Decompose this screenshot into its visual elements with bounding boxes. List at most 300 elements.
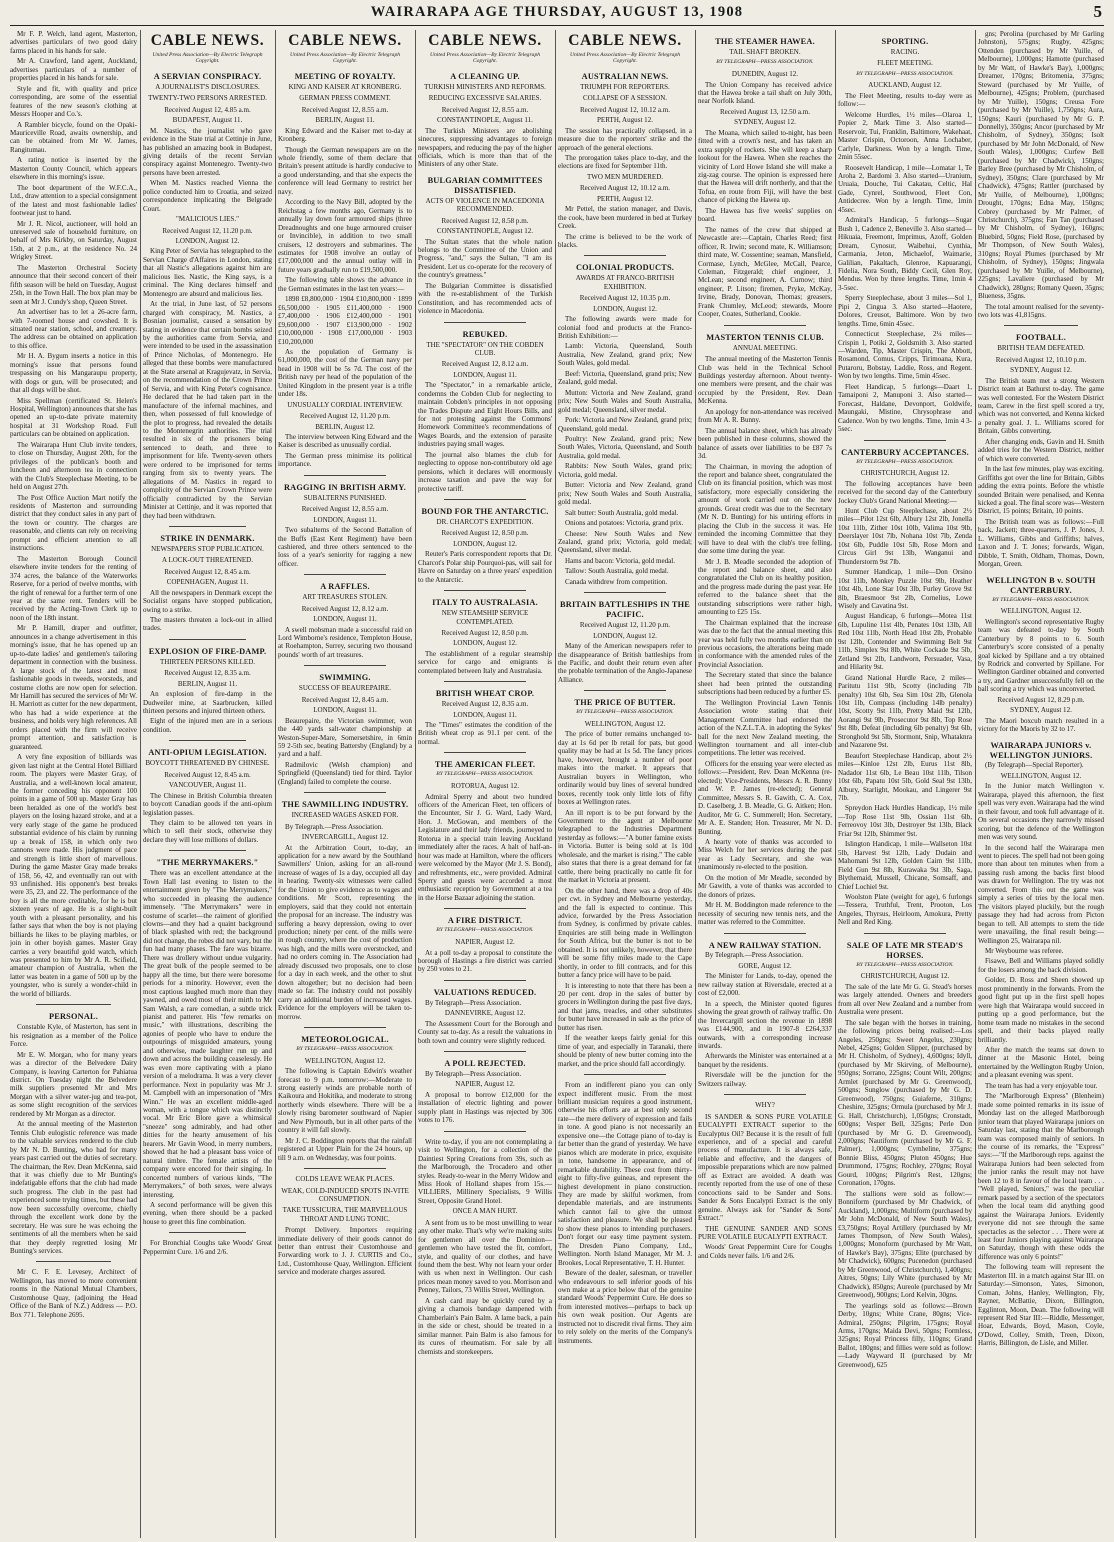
paragraph: The "Spectator," in a remarkable article, condemns the Cobden Club for neglecting to maintain Cobden's principles in not opposing the Trades Dispute and Eight Hours Bills, and for not protesting against the Commons' Homework Committee's recommendations of Wages Boards, and the extension of parasite industries paying small wages. [418,381,552,449]
paragraph: Radmilovic (Welsh champion) and Springfield (Queensland) tied for third. Taylor (England) failed to complete the course. [278,760,412,786]
subheadline: NEWSPAPERS STOP PUBLICATION. [151,544,264,553]
section-rule [36,1004,111,1005]
headline: SPORTING. [881,37,929,46]
paragraph: The Post Office Auction Mart notify the residents of Masterton and surrounding district that they conduct sales in any part of the town or country. The charges are reasonable, and clients can rely on receiving prompt and efficient attention to all instructions. [10,493,137,553]
dateline: WELLINGTON, August 12. [1000,607,1082,616]
headline: A CLEANING UP. [450,72,520,81]
dateline: NAPIER, August 12. [455,938,515,947]
paragraph: The Union Company has received advice that the Hawea broke a tail shaft on July 30th, near Norfolk Island. [698,80,832,106]
dateline: LONDON, August 11. [453,370,517,379]
section-rule [169,526,246,527]
dateline: CONSTANTINOPLE, August 11. [437,116,533,125]
paragraph: Mr H. A. Bygum inserts a notice in this morning's issue that persons found trespassing on his Mangaraupu property, with dogs or gun, will be prosecuted; and that all dogs will be shot. [10,352,137,395]
section-rule [444,908,526,909]
headline: ANTI-OPIUM LEGISLATION. [148,748,267,758]
paragraph: An ill report is to be put forward by the Government to the agent at Melbourne telegraphed to the Industries Department yesterday as follows:—"A butter famine exists in Victoria. Butter is being sold at 1s 10d wholesale, and the market is rising." The cable also states that there is a great demand for fat cattle, there being practically no cattle fit for the market in Victoria at present. [558,808,692,885]
subheadline: FLEET MEETING. [877,59,933,68]
paragraph: gns; Perolina (purchased by Mr Garling Johnston), 575gns; Rugby, 425gns; Ottenden (purchased by Mr Yuille, of Melbourne), 1,000gns; Hamotte (purchased by Mr Watt, of Hawke's Bay), 1,000gns; Dreamer, 170gns; Britomenia, 375gns; Steward (purchased by Mr Yuille, of Melbourne), 425gns; Problem, (purchased by Mr Yuille), 150gns; Creusa Fore (purchased by Mr Yuille), 1,750gns; Aura, 150gns; Kauri (purchased by Mr G. P. Donnelly), 350gns; Ancor (purchased by Mr Chisholm, of Sydney), 350gns; Isolt (purchased by Mr John McDonald, of New South Wales), 1,000gns; Curfew Bell (purchased by Mr Chadwick), 150gns; Barley Bree (purchased by Mr Chisholm, of Sydney), 350gns; Clare (purchased by Mr Chadwick), 475gns; Rattler (purchased by Mr Yuille, of Melbourne), 1,000gns; Drought, 170gns; Edna May, 150gns; Cobrey (purchased by Mr Palmer, of Christchurch), 375gns; Fan Tan (purchased by Mr Chisholm, of Sydney), 160gns; Bluebird, 50gns; Field Rose, (purchased by Mr Thompson, of New South Wales), 310gns; Royal Plumes (purchased by Mr Chisholm, of Sydney), 150gns; Jingwala (purchased by Mr Yuille, of Melbourne), 225gns; Lavaliere (purchased by Mr Chadwick), 280gns; Romany Queen, 35gns; Blueness, 35gns. [978,30,1104,301]
paragraph: The Sultan states that the whole nation belongs to the Committee of the Union and Progress, "and," says the Sultan, "I am its President. Let us co-operate for the recovery of the country's greatness." [418,237,552,280]
paragraph: The German press minimise its political importance. [278,451,412,469]
paragraph: Tallow: South Australia, gold medal. [565,567,669,576]
dateline: Received August 12, 8.55 a.m. [301,505,389,514]
column-divider [835,30,836,1538]
subheadline: ANNUAL MEETING. [732,343,798,352]
paragraph: The Masterton Orchestral Society announce that their second concert of their fifth season will be held on Tuesday, August 25th, in the Town Hall. The box plan may be seen at Mr J. Cundy's shop, Queen Street. [10,263,137,306]
dateline: WELLINGTON, August 12. [304,1056,386,1065]
headline: EXPLOSION OF FIRE-DAMP. [148,646,267,656]
dateline: Received August 12, 8.55 a.m. [301,105,389,114]
subheadline: A LOCK-OUT THREATENED. [162,556,253,565]
paragraph: M. Nastics, the journalist who gave evidence in the State trial at Cettinje in June, has published an amazing book in Budapest, giving details of the recent Servian conspiracy against Montenegro. Twenty-two persons have been arrested. [143,126,272,177]
paragraph: Islington Handicap, 1 mile—Wallseton 10st 5lb, Harvest 9st 12lb, Lady Dudain and Mahomani 9st 12lb, Golden Cairn 9st 11lb, Field Gun 9st 8lb, Kurawaka 9st 3lb, Saga, Blythemaid, Mussell, Chicane, Somsaff, and Chief Lochiel 9st. [838,840,972,891]
section-rule [304,792,386,793]
column-2 [143,30,272,1538]
dateline: LONDON, August 11. [313,706,377,715]
section-rule [36,1261,111,1262]
paragraph: The annual meeting of the Masterton Tennis Club was held in the Technical School Buildings yesterday afternoon. About twenty-one members were present, and the chair was occupied by the President, Rev. Dean McKenna. [698,355,832,406]
subheadline: COLLAPSE OF A SESSION. [582,94,668,103]
paragraph: Grand National Hurdle Race, 2 miles—Paritutu 11st 9lb, Scotty (including 7lb penalty) 10st 6lb, Sea Sim 10st 2lb, Glenola 10st 1lb, Compass (including 14lb penalty) 10st, Scotty 9st 11lb, Pretty Maid 9st 12lb, Aorangi 9st 9lb, Prosecutor 9st 8lb, Top Rose 9st 8lb, Defeat (including 6lb penalty) 9st 6lb, Stronghold 9st 5lb, Stormont, Snip, Whataknra and Nazarene 9st. [838,673,972,750]
paragraph: At a poll to-day a proposal to constitute the borough of Hastings a fire district was carried by 250 votes to 21. [418,948,552,974]
paragraph: Connecticut Steeplechase, 2¼ miles—Crispin 1, Potiki 2, Goldsmith 3. Also started—Warden, Tip, Master Crispin, The Abbott, Rosamond, Comus, Cripps, Tirimoana, Kura, Putaroru, Bobstay, Laddie, Ross, and Regent. Won by two lengths. Time, 5min 45sec. [838,330,972,381]
paragraph: On the motion of Mr Meadle, seconded by Mr Gawith, a vote of thanks was accorded to the donors of prizes. [698,873,832,899]
dateline: LONDON, August 12. [453,639,517,648]
column-divider [140,30,141,1538]
section-rule [169,639,246,640]
paragraph: After the match the teams sat down to dinner at the Masonic Hotel, being entertained by the Wellington Rugby Union, and a pleasant evening was spent. [978,1045,1104,1080]
section-rule [304,1027,386,1028]
subheadline: GERMAN PRESS COMMENT. [299,94,391,103]
section-rule [864,933,946,934]
subheadline: REDUCING EXCESSIVE SALARIES. [428,94,542,103]
paragraph: The journal also blames the club for neglecting to oppose non-contributory old age pensions, which it declares will enormously increase taxation and pave the way for protective tariff. [418,450,552,493]
paragraph: The names of the crew that shipped at Newcastle are:—Captain, Charles Reed; first officer, R. Irwin; second mate, K. Williamson; third mate, W. Cossentine; seaman, Mansfield, Cormase, Lynch, McGlee, McCall, Pearce, Coleman, Fitzgerald; chief engineer, J. McLean; second engineer, A. Curnow; third engineer, P. Litson; firemen, Pryke, McKay, Irvine, Brady, Donovan, Thomas; greasers, Frank Chumley, McLeod; stewards, Moore Cooper, Coates, Sutherland, Cookie. [698,225,832,319]
paragraph: The Masterton Borough Council elsewhere invite tenders for the renting of 374 acres, the balance of the Waterworks Reserve, for a period of twelve months, with the right of renewal for a further term of one year at the same rent. Tenders will be received by the Acting-Town Clerk up to noon of the 18th instant. [10,554,137,622]
paragraph: As the population of Germany is 61,000,000, the cost of the German navy per head in 1908 will be 5s 7d. The cost of the British navy per head of the population of the United Kingdom in the present year is a trifle under 18s. [278,347,412,399]
paragraph: The Wellington Provincial Lawn Tennis Association wrote stating that their Management Committee had endorsed the action of the N.Z.L.T.A. in adopting the Sykes' ball for the next New Zealand meeting, the Wellington tournament and all inter-club competitions. The letter was received. [698,698,832,758]
paragraph: Lamb: Victoria, Queensland, South Australia, New Zealand, grand prix; New South Wales, gold medal. [558,342,692,368]
paragraph: The Hawea has five weeks' supplies on board. [698,206,832,224]
dateline: LONDON, August 12. [453,539,517,548]
paragraph: (By Telegraph—Special Reporter). [985,761,1084,770]
paragraph: On the other hand, there was a drop of 40s per cwt. in Sydney and Melbourne yesterday, and the fall is expected to continue. This advice, forwarded by the Press Association from Sydney, is confirmed by private cables. Enquiries are still being made in Wellington for South Africa, but the butter is not to be obtained. It is not unlikely, however, that there will be some fifty miles made to the Cape shortly, in order to fill contracts, and for this butter a fancy price will have to be paid. [558,886,692,980]
paragraph: At the trial, in June last, of 52 persons charged with conspiracy, M. Nastics, a Bosnian journalist, caused a sensation by stating in evidence that certain bombs seized by the authorities came from Servia, and were intended to be used in the assassination of Prince Nicholas, of Montenegro. He alleged that these bombs were manufactured at the State arsenal at Kragujevatz, in Servia, on the recommendation of the Crown Prince of Servia, and with King Peter's cognisance. He declared that he had taken part in the manufacture of the infernal machines, and then, when possessed of full knowledge of the plot to progress, had revealed the details to the Montenegrin authorities. The trial resulted in six of the prisoners being sentenced to death, and three to imprisonment for life. Twenty-seven others were ordered to be imprisoned for terms ranging from six to twenty years. The allegations of M. Nastics in regard to complicity of the Servian Crown Prince were officially contradicted by the Servian Minister at Cettinje, and it was reported that they had been withdrawn. [143,300,272,520]
paragraph: A swell mobsman made a successful raid on Lord Wimborne's residence, Templeton House, at Roehampton, Surrey, securing two thousand pounds' worth of art treasures. [278,625,412,659]
dateline: PERTH, August 12. [597,116,653,125]
section-rule [169,850,246,851]
section-masthead: CABLE NEWS. [150,32,265,49]
headline: SWIMMING. [319,673,371,683]
wire-credit: United Press Association—By Electric Telegraph Copyright. [569,51,681,65]
paragraph: Reuter's Paris correspondent reports that Dr. Charcot's Polar ship Pourquoi-pas, will sail for Havre on Saturday on a three years' expedition to the Antarctic. [418,550,552,584]
paragraph: At the Arbitration Court, to-day, an application for a new award by the Southland Sawmillers' Union, asking for an all-round increase of wages of 1s a day, occupied all day in hearing. Twenty-six witnesses were called for the Union to give evidence as to wages and conditions. Mr Scott, representing the employers, said that they could not entertain the proposal for an increase. The industry was suffering a heavy depression, owing to over production; ninety per cent. of the mills were in rough country, where the cost of production was high, and the mills were overstocked, and had no orders coming in. The Association had already discussed two proposals, one to close for a day in each week, and the other to shut down altogether; but no decision had been made so far. The industry could not possibly carry an additional burden of increased wages. Evidence for the employers will be taken to-morrow. [278,843,412,1021]
headline: A POLL REJECTED. [444,1059,526,1069]
headline: FOOTBALL. [1016,333,1066,343]
paragraph: Mr P. Hamill, draper and outfitter, announces in a change advertisement in this morning's issue, that he has opened up an up-to-date ladies' and gentlemen's tailoring department in connection with the business. A large stock of the latest and most fashionable goods in tweeds, worsteds, and costume cloths are now open for selection. Mr Hamill has secured the services of Mr W. H. Marriott as cutter for the new department, who has had a wide experience at the business, and holds very high references. All orders placed with the firm will receive prompt attention, and satisfaction is guaranteed. [10,624,137,751]
paragraph: When M. Nastics reached Vienna the police conducted him to Croatia, and seized correspondence implicating the Belgrade Court. [143,179,272,213]
paragraph: An explosion of fire-damp in the Dudweiler mine, at Saarbrucken, killed thirteen persons and injured thirteen others. [143,690,272,716]
dateline: Received August 12, 10.10 p.m. [995,355,1087,364]
subheadline: RACING. [890,47,920,56]
paragraph: Mr C. F. E. Levesey, Architect of Wellington, has moved to more convenient rooms in the National Mutual Chambers, Customhouse Quay, (adjoining the Head Office of the Bank of N.Z.) Address — P.O. Box 771. Telephone 2695. [10,1268,137,1319]
headline: PERSONAL. [48,1012,99,1022]
subheadline: "MALICIOUS LIES." [176,215,239,224]
dateline: CONSTANTINOPLE, August 12. [436,227,534,236]
wire-credit: BY TELEGRAPH—PRESS ASSOCIATION. [856,70,954,77]
paragraph: All the newspapers in Denmark except the Socialist organs have stopped publication, owing to a strike. [143,588,272,614]
section-rule [724,933,806,934]
wire-credit: BY TELEGRAPH—PRESS ASSOCIATION. [716,59,814,66]
subheadline: THE "SPECTATOR" ON THE COBDEN CLUB. [426,340,544,357]
paragraph: Eight of the injured men are in a serious condition. [143,717,272,734]
section-rule [304,574,386,575]
paragraph: Canada withdrew from competition. [565,577,668,586]
paragraph: The following is Captain Edwin's weather forecast to 9 p.m. tomorrow:—Moderate to strong easterly winds are probable north of Kaikoura and Hokitika, and moderate to strong northerly winds elsewhere. There will be a slowly rising barometer southward of Napier and New Plymouth, but in all other parts of the country it will fall slowly. [278,1067,412,1135]
wire-credit: BY TELEGRAPH—PRESS ASSOCIATION. [436,771,534,778]
paragraph: A rating notice is inserted by the Masterton County Council, which appears elsewhere in this morning's issue. [10,156,137,182]
column-divider [695,30,696,1538]
paragraph: By Telegraph—Press Association. [425,998,522,1007]
masthead [10,4,1104,26]
subheadline: TURKISH MINISTERS AND REFORMS. [424,82,546,91]
wire-credit: United Press Association—By Electric Telegraph Copyright. [429,51,541,65]
dateline: LONDON, August 12. [593,304,657,313]
subheadline: BOYCOTT THREATENED BY CHINESE. [145,759,270,768]
paragraph: The "Marlborough Express" (Blenheim) made some pointed remarks in its issue of Monday last on the alleged Marlborough junior team that played Wairarapa juniors on Saturday last, stating that the Marlborough team was composed mainly of seniors. In the course of its remarks, the "Express" says:—"If the Marlborough reps. against the Wairarapa Juniors had been selected from the junior ranks the result may not have been 12 to 8 in favour of the local team . . . "Well played, Seniors," was the peculiar remark passed by a section of the spectators when the local team did anything good against the Wairarapa Juniors. Evidently everyone did not see through the same spectacles as the selector . . . There were at least four Juniors playing against Wairarapa on Saturday, though with these odds the difference was only 6 points!" [978,1092,1104,1261]
paragraph: The crime is believed to be the work of blacks. [558,232,692,250]
paragraph: August Handicap, 6 furlongs—Motea 11st 6lb, Lupuline 11st 4lb, Penates 10st 13lb, All Red 10st 11lb, North Head 10st 2lb, Probable 9st 12lb, Contender and Swimming Belt 9st 11lb, Simplex 9st 8lb, White Cockade 9st 5lb, Zetland 9st 2lb, Landworn, Persuader, Vasa, and Hilarity 9st. [838,612,972,672]
paragraph: By Telegraph.—Press Association. [705,951,804,960]
headline: STRIKE IN DENMARK. [160,533,255,543]
subheadline: TWO MEN MURDERED. [586,172,664,181]
subheadline: TRIUMPH FOR REPORTERS. [580,82,670,91]
headline: A SERVIAN CONSPIRACY. [153,72,262,81]
paragraph: Afterwards the Minister was entertained at a banquet by the residents. [698,1052,832,1069]
headline: MEETING OF ROYALTY. [294,72,396,81]
dateline: DUNEDIN, August 12. [731,70,799,79]
column-1 [10,30,137,1538]
section-rule [444,1051,526,1052]
paragraph: Mr F. P. Welch, land agent, Masterton, advertises particulars of two good dairy farms placed in his hands for sale. [10,30,137,55]
paragraph: Onions and potatoes: Victoria, grand prix. [565,519,684,528]
headline: THE SAWMILLING INDUSTRY. [281,800,409,810]
subheadline: WHY? [755,1101,775,1110]
section-rule [584,1074,666,1075]
paragraph: Spreydon Hack Hurdles Handicap, 1½ mile—Top Rose 11st 9lb, Ossian 11st 6lb, Ferreovoy 10st 3lb, Destroyer 9st 13lb, Black Friar 9st 12lb, Shimmer 9st. [838,804,972,838]
paragraph: Mr J. B. Meadle seconded the adoption of the report and balance sheet, and also congratulated the Club on its healthy position, and the progress made during the past year. He referred to the balance sheet that the outstanding subscriptions were rather high, amounting to £25 15s. [698,557,832,617]
paragraph: Butter: Victoria and New Zealand, grand prix; New South Wales and South Australia, gold medal. [558,481,692,507]
paragraph: Though the German newspapers are on the whole friendly, some of them declare that Britain's present attitude is hardly conducive to a good understanding, and that she expects the conference will lead Germany to restrict her navy. [278,145,412,196]
paragraph: The following team will represent the Masterton III. in a match against Star III. on Saturday:—Simonson, Yates, Simonon, Coman, Johns, Hanley, Wellington, Fly, Rayner, McBattie, Dixon, Billington, Egglinton, Moon, Dean. The following will represent Red Star III:—Riddle, Messenger, Hoar, Edwards, Boyd, Mason, Coyle, O'Dowd, Colley, Smith, Treen, Dixon, Harris, Billington, de Lisle, and Miller. [978,1263,1104,1348]
headline: VALUATIONS REDUCED. [433,987,537,997]
paragraph: Fisawe, Bell and Williams played solidly for the losers among the back division. [978,957,1104,974]
wire-credit: BY TELEGRAPH—PRESS ASSOCIATION. [856,961,954,968]
paragraph: The establishment of a regular steamship service for cargo and emigrants is contemplated between Italy and Australasia. [418,649,552,675]
dateline: NAPIER, August 12. [455,1080,515,1089]
section-rule [584,592,666,593]
paragraph: Beaufort Steeplechase Handicap, about 2½ miles—Kinloe 12st 2lb, Eurus 11st 8lb, Nadador 11st 6lb, Le Beau 10st 11lb, Tilson 10st 6lb, Papatu 10st 5lb, Gold Seal 9st 13lb, Albury, Starlight, Mookau, and Lingerer 9st 7lb. [838,751,972,802]
column-divider [975,30,976,1538]
masthead-rule [10,25,1104,26]
section-rule [304,475,386,476]
dateline: Received August 12, 11.20 p.m. [162,226,253,235]
paragraph: According to the Navy Bill, adopted by the Reichstag a few months ago, Germany is to annually lay down four armoured ships (three Dreadnoughts and one huge armoured cruiser or Invincible), in addition to two small cruisers, 12 destroyers and submarines. The estimates for 1908 involve an outlay of £17,000,000 and the annual outlay will in future years gradually run to £19,500,000. [278,198,412,274]
dateline: Received August 12, 10.35 p.m. [579,294,671,303]
headline: METEOROLOGICAL. [301,1035,389,1045]
paragraph: Cheese: New South Wales and New Zealand, grand prix; Victoria, gold medal; Queensland, silver medal. [558,529,692,555]
subheadline: THIRTEEN PERSONS KILLED. [159,657,256,666]
column-5 [558,30,692,1538]
paragraph: Style and fit, with quality and price corresponding, are some of the essential features of the new season's clothing at Messrs Hooper and Co.'s. [10,84,137,119]
paragraph: THE GENUINE SANDER AND SONS PURE VOLATILE EUCALYPTI EXTRACT. [698,1224,832,1242]
dateline: ROTORUA, August 12. [451,782,519,791]
dateline: LONDON, August 11. [313,515,377,524]
headline: BRITAIN BATTLESHIPS IN THE PACIFIC. [560,600,690,620]
paragraph: Golder, D. Ross and Sheen showed up most prominently in the forwards. From the good fight put up in the first spell hopes were high that Wairarapa would succeed in putting up a good performance, but the home team made no mistakes in the second spell, and their backs played really brilliantly. [978,976,1104,1044]
headline: BOUND FOR THE ANTARCTIC. [421,507,549,517]
headline: BRITISH WHEAT CROP. [435,689,535,699]
dateline: Received August 12, 8.35 a.m. [164,669,251,678]
paragraph: In the second half the Wairarapa men went to pieces. The spell had not been going more than about ten minutes when from a passing rush among the backs first blood was drawn for Wellington. The try was not converted. From this out the game was simply a series of tries by the local men. The visitors played pluckily, but the rough passage they had had across from Picton began to tell. All attempts to stem the tide were unavailing, the final result being:—Wellington 25, Wairarapa nil. [978,843,1104,945]
paragraph: Mr J. R. Nicol, auctioneer, will hold an unreserved sale of household furniture, on behalf of Mrs Kirkby, on Saturday, August 15th, at 2 p.m., at the residence No. 24 Wrigley Street. [10,219,137,262]
paragraph: The session has practically collapsed, in a measure due to the reporters' strike and the approach of the general elections. [558,126,692,152]
dateline: Received August 12, 8.50 p.m. [441,628,529,637]
paragraph: Mr Pettel, the station manager, and Davis, the cook, have been murdered in bed at Turkey Creek. [558,205,692,231]
dateline: Received August 12, 4.85 a.m. [164,105,251,114]
dateline: COPENHAGEN, August 11. [166,578,249,587]
paragraph: The total amount realised for the seventy-two lots was 41,815gns. [978,302,1104,319]
subheadline: TWENTY-TWO PERSONS ARRESTED. [148,94,267,103]
dateline: SYDNEY, August 12. [1010,706,1072,715]
subheadline: UNUSUALLY CORDIAL INTERVIEW. [287,400,403,409]
dateline: VANCOUVER, August 11. [168,781,247,790]
paragraph: Pork: Victoria and New Zealand, grand prix; Queensland, gold medal. [558,416,692,433]
paragraph: The sale of the late Mr G. G. Stead's horses was largely attended. Owners and breeders from all over New Zealand and a number from Australia were present. [838,982,972,1017]
paragraph: IS SANDER & SONS PURE VOLATILE EUCALYPTI EXTRACT superior to the Eucalyptus Oil? Because it is the result of full experience, and of a special and careful process of manufacture. It is always safe, reliable and effective, and the dangers of impossible preparations which are now palmed off as Extract are avoided. A death was recently reported from the use of one of these concoctions said to be Sander and Sons. Sander & Sons Eucalypti Extract is the only genuine. Always ask for "Sander & Sons' Extract." [698,1112,832,1223]
paragraph: 1898 £8,800,000 · 1904 £10,800,000 · 1899 £6,500,000 · 1905 £11,400,000 · 1900 £7,400,000 · 1906 £12,400,000 · 1901 £9,600,000 · 1907 £13,900,000 · 1902 £10,000,000 · 1908 £17,000,000 · 1903 £10,200,000 [278,295,412,346]
dateline: INVERCARGILL, August 12. [301,833,389,842]
paragraph: Mr A. Crawford, land agent, Auckland, advertises particulars of a number of properties placed in his hands for sale. [10,57,137,83]
subheadline: DR. CHARCOT'S EXPEDITION. [436,518,534,527]
subheadline: SUCCESS OF BEAUREPAIRE. [298,684,392,693]
paragraph: A second performance will be given this evening, when there should be a packed house to greet this fine combination. [143,1200,272,1226]
section-rule [444,590,526,591]
dateline: BUDAPEST, August 11. [172,116,243,125]
headline: THE PRICE OF BUTTER. [574,698,676,708]
paragraph: The sale began with the horses in training, the following prices being realised:—Los Angeles, 250gns; Sweet Angelus, 230gns; Nebel, 425gns; Golden Slipper, (purchased by Mr H. Chisholm, of Sydney), 4,600gns; Idyll, (purchased by Mr Skirving, of Melbourne), 950gns; Sorrano, 225gns; Count Wilt, 200gns; Armlet (purchased by Mr G. Greenwood), 500gns; Sunglow (purchased by Mr G. D. Greenwood), 750gns; Guiaferne, 310gns; Cheshire, 325gns; Ormula (purchased by Mr J. G. Hall, Christchurch), 1,050gns; Cronstadt, 600gns; Vesper Bell, 325gns; Perle Don (purchased by Mr G. D. Greenwood), 2,000gns; Nautiform (purchased by Mr G. F. Palmer), 1,000gns; Cymbeline, 375gns; Bonnie Bliss, 450gns; Pluton 450gns; Hue Drummond, 175gns; Rochley, 270gns; Royal Gourd, 100gns; Pilgrim's Rest, 120gns; Coronation, 170gns. [838,1018,972,1188]
dateline: Received August 12, 11.20 p.m. [299,412,391,421]
paragraph: The following acceptances have been received for the second day of the Canterbury Jockey Club's Grand National Meeting:— [838,479,972,505]
paragraph: A proposal to borrow £12,000 for the installation of electric lighting and power supply plant in Hastings was rejected by 306 votes to 176. [418,1090,552,1125]
headline: THE AMERICAN FLEET. [434,760,536,770]
section-rule [304,1168,386,1169]
dateline: WELLINGTON, August 12. [584,719,666,728]
section-rule [724,1094,806,1095]
paragraph: Miss Spellman (certificated St. Helen's Hospital, Wellington) announces that she has opened an up-to-date private maternity hospital at 31 Workshop Road. Full particulars can be obtained on application. [10,396,137,439]
headline: CANTERBURY ACCEPTANCES. [841,447,969,457]
section-rule [444,322,526,323]
section-rule [444,1131,526,1132]
section-rule [169,740,246,741]
paragraph: The Minister for Lands, to-day, opened the new railway station at Riversdale, erected at a cost of £2,000. [698,972,832,998]
paragraph: The British team met a strong Western District team at Bathurst to-day. The game was well contested. For the Western District team, Carew in the first spell scored a try, which was not converted, and Kenna kicked a penalty goal. J. L. Williams scored for Britain, Gibbs converting. [978,376,1104,436]
headline: MASTERTON TENNIS CLUB. [706,332,824,342]
paragraph: After changing ends, Gavin and H. Smith added tries for the Western District, neither of which were converted. [978,437,1104,463]
dateline: Received August 12, 8.45 a.m. [164,567,251,576]
paragraph: The Moana, which sailed to-night, has been fitted with a crown's nest, and has taken an extra supply of rockets. She will keep a sharp lookout for the Hawea. When she reaches the vicinity of Lord Howe Island she will make a zig-zag course. The opinion is expressed here that the Hawea will drift northerly, and that the Tofua, en route from Fiji, will have the best chance of picking the Hawea up. [698,128,832,205]
dateline: Received August 12, 8.12 a.m. [441,360,529,369]
wire-credit: BY TELEGRAPH—PRESS ASSOCIATION. [576,709,674,716]
paragraph: King Peter of Servia has telegraphed to the Servian Charge d'Affaires in London, stating that all Nastic's allegations against him are malicious lies. Nastic, the King says, is a criminal. The King declares himself and Montenegro are absurd and malicious lies. [143,247,272,298]
paragraph: The prorogation takes place to-day, and the elections are fixed for September 11th. [558,154,692,171]
section-rule [444,499,526,500]
paragraph: The stallions were sold as follow:—Bonniform (purchased by Mr Chadwick, of Auckland), 1,000gns; Multiform (purchased by Mr John McDonald, of New South Wales), £3,750gns; Royal Artillery (purchased by Mr James Thompson, of New South Wales), 1,000gns; Monoform (purchased by Mr Watt, of Hawke's Bay), 375gns; Elite (purchased by Mr Chadwick), 600gns; Pucenedon (purchased by Mr Greenwood, of Christchurch), 1,400gns; Aitres, 50gns; Lily White (purchased by Mr Chadwick), 850gns; Aureole (purchased by Mr Greenwood), 900gns; Lord Kelvin, 30gns. [838,1189,972,1300]
section-rule [724,325,806,326]
dateline: Received August 12, 10.12 a.m. [579,105,671,114]
dateline: AUCKLAND, August 12. [868,81,942,90]
paragraph: The Wairarapa Hunt Club invite tenders, to close on Thursday, August 20th, for the privileges of the publican's booth and luncheon and afternoon tea in connection with the Club's Steeplechase Meeting, to be held on August 27th. [10,440,137,492]
paragraph: Prompt Delivery. Importers requiring immediate delivery of their goods cannot do better than entrust their Customhouse and Forwarding work to J. J. CURTIS and Co., Ltd., Customhouse Quay, Wellington. Efficient service and moderate charges assured. [278,1226,412,1277]
paragraph: In a speech, the Minister quoted figures showing the great growth of railway traffic. On the Invercargill section the revenue in 1898 was £144,900, and in 1907-8 £264,337 outwards, with a corresponding increase inwards. [698,999,832,1051]
paragraph: The Chinese in British Columbia threaten to boycott Canadian goods if the anti-opium legislation passes. [143,791,272,817]
paragraph: The Bulgarian Committee is dissatisfied with the re-establishment of the Turkish Constitution, and has recommended acts of violence in Macedonia. [418,281,552,316]
section-masthead: CABLE NEWS. [288,32,402,49]
paragraph: In the Junior match Wellington v. Wairarapa, played this afternoon, the first spell was very even. Wairarapa had the wind in their favour, and took full advantage of it. On several occasions they narrowly missed scoring, but the defence of the Wellington men was very sound. [978,782,1104,842]
paragraph: Two subalterns of the Second Battalion of the Buffs (East Kent Regiment) have been cashiered, and three others sentenced to the loss of a year's seniority for ragging a new officer. [278,526,412,568]
headline: SALE OF LATE MR STEAD'S HORSES. [846,940,964,960]
dateline: BERLIN, August 11. [177,679,238,688]
column-divider [555,30,556,1538]
paragraph: Officers for the ensuing year were elected as follows:—President, Rev. Dean McKenna (re-elected); Vice-Presidents, Messrs A. R. Bunny and W. P. James (re-elected); General Committee, Messrs S. R. Gawith, C. A. Cox, D. Caselberg, J. B. Meadle, G. G. Aitken; Hon. Auditor, Mr G. C. Summerell; Hon. Secretary, Mr A. E. Standen; Hon. Treasurer, Mr N. D. Bunting. [698,759,832,836]
paragraph: Fleet Handicap, 5 furlongs—Daart 1, Tamaiponi 2, Manuponi 3. Also started—Forecast, Haldane, Devonport, Goldwife, Maungaki, Mistine, Chrysophrase and Cadence. Won by two lengths. Time, 1min 4 3-5sec. [838,382,972,434]
headline: "THE MERRYMAKERS." [156,858,259,868]
section-rule [304,665,386,666]
paragraph: The British team was as follows:—Full back, Jackett; three-quarters, J. P. Jones, J. L. Williams, Gibbs and Griffiths; halves, Laxon and J. T. Jones; forwards, Wigan, Dibble, T. Smith, Oldham, Thomas, Down, Morgan, Green. [978,517,1104,569]
paragraph: There was an excellent attendance at the Town Hall last evening to listen to the entertainment given by "The Merrymakers," who succeeded in pleasing the audience immensely. "The Merrymakers" were in costume of scarlet—the raiment of glorified clowns—and they had a quaint background of black splashed with red; the background did not change, the robes did not vary, but the fun had many phases. The fare was bizarre. There was drollery without undue vulgarity. The great bulk of the people seemed to be happy all the time, but there were boresome periods for a minority. However, even the most captious laughed much more than they yawned, and owed most of their mirth to Mr Sam Walsh, a rare comedian, a subtle trick pianist and patterer. His "few remarks on music," with illustrations, describing the agonies of people who have to endure the outpourings of misguided amateurs, young and otherwise, made laughter run up and down and across the building ceaselessly. He was even more captivating with a piano version of a melodrama. It was a very clever performance. Next in popularity was Mr J. M. Campbell with an impersonation of "Mrs Winn." He was an excellent middle-aged woman, with a tongue which was distinctly vocal. Mr Eric Blore gave a whimsical "sneeze" song admirably, and had other ditties for the hearty amusement of his hearers. Mr Gavin Wood, in merry numbers, showed that he had a pleasant bass voice of natural timbre. The female artists of the company were encored for their singing. In concerted numbers of various kinds, "The Merrymakers," of both sexes, were always interesting. [143,869,272,1199]
dateline: LONDON, August 11. [313,615,377,624]
paragraph: Riversdale will be the junction for the Switzers railway. [698,1071,832,1088]
dateline: SYDNEY, August 12. [734,118,796,127]
paragraph: A sent from us to be most unwilling to wear any other make. That's why we're making suits for gentlemen all over the Dominion—gentlemen who have tested the fit, comfort, style, and quality of our clothes, and have found them the best. Why not learn your order with us when next in Wellington. Our cash prices mean money saved to you. Morrison and Penney, Tailors, 73 Willis Street, Wellington. [418,1218,552,1295]
dateline: Received August 12, 8.50 p.m. [441,529,529,538]
section-rule [444,980,526,981]
paragraph: Rabbits: New South Wales, grand prix; Victoria, gold medal. [558,462,692,479]
paragraph: Admiral's Handicap, 5 furlongs—Sugar Bush 1, Cadence 2, Beneville 3. Also started—Hikuaia, Freemont, Imprimus, Azoff, Golden Dream, Cynosur, Waibehui, Cynthia, Carmania, Jeton, Michaelof, Waimarie, Galilian, Pakaltach, Glenroe, Kapuarangi, Fidelia, Nora South, Biddy Cecil, Glen Roy, Mendus. Won by three lengths. Time, 1min 4 3-5sec. [838,216,972,292]
subheadline: SUBALTERNS PUNISHED. [303,493,387,502]
headline: AUSTRALIAN NEWS. [581,72,669,81]
paragraph: Beaurepaire, the Victorian swimmer, won the 440 yards salt-water championship at Weston-Super-Mare, Somersetshire, in 6min 59 2-5th sec, beating Battersby (England) by a yard and a half. [278,716,412,759]
wire-credit: United Press Association—By Electric Telegraph Copyright. [152,51,263,65]
dateline: Received August 12, 8.45 a.m. [164,770,251,779]
paragraph: Mr H. M. Boddington made reference to the necessity of securing new tennis nets, and the matter was referred to the Committee. [698,901,832,927]
wire-credit: BY TELEGRAPH—PRESS ASSOCIATION. [992,596,1090,603]
headline: RAGGING IN BRITISH ARMY. [283,482,407,492]
paragraph: They claim to be allowed ten years in which to sell their stock, otherwise they declare they will lose millions of dollars. [143,819,272,844]
column-3 [278,30,412,1538]
paragraph: The annual balance sheet, which has already been published in these columns, showed the balance of assets over liabilities to be £87 7s 3d. [698,426,832,461]
paragraph: The team has had a very enjoyable tour. [985,1081,1098,1090]
paragraph: Mr E. W. Morgan, who for many years was a director of the Belvedere Dairy Company, is leaving Carterton for Pahiatua district. On Tuesday night the Belvedere milk suppliers presented Mr and Mrs Morgan with a silver water-jug and tea-pot, as some slight recognition of the services rendered by Mr Morgan as a director. [10,1050,137,1118]
paragraph: A hearty vote of thanks was accorded to Miss Welch for her services during the past year as Lady Secretary, and she was unanimously re-elected to the position. [698,838,832,872]
paragraph: At the annual meeting of the Masterton Tennis Club eulogistic reference was made to the valuable services rendered to the club by Mr N. D. Bunting, who had for many years past carried out the duties of secretary. The chairman, the Rev. Dean McKenna, said that it was chiefly due to Mr Bunting's indefatigable efforts that the club had made such progress. The club in the past had experienced some trying times, but these had now been successfully overcome, chiefly through the excellent work done by the secretary. He was sure he was echoing the sentiments of all the members when he said that they deeply regretted losing Mr Bunting's services. [10,1120,137,1256]
paragraph: The yearlings sold as follows:—Brown Derby, 10gns; White Crane, 80gns; Vice-Admiral, 250gns; Pilgrim, 175gns; Royal Arms, 170gns; Maida Devi, 50gns; Formless, 325gns; Royal Princess filly, 110gns; Grand Ballot, 180gns; and fillies were sold as follow:—Lady Wayward II (purchased by Mr Greenwood), 625 [838,1301,972,1369]
dateline: Received August 12, 8.45 a.m. [301,695,389,704]
headline: REBUKED. [462,329,508,339]
column-divider [415,30,416,1538]
dateline: LONDON, August 11. [453,710,517,719]
section-rule [584,255,666,256]
subheadline: TAKE TUSSICURA, THE MARVELLOUS THROAT AND LUNG TONIC. [282,1206,408,1223]
paragraph: A very fine exposition of billiards was given last night at the Central Hotel Billiard room. The players were Master Gray, of Australia, and a well-known local amateur, the former conceding his opponent 100 points in a game of 500 up. Master Gray has been heralded as one of the world's best players on the losing hazard stroke, and at a very early stage of the game he produced substantial evidence of his claim by running up a break of 158, in which only two cannons were made. His judgment of pace and strength is little short of marvellous. During the game Master Gray made breaks of 158, 56, 42, and eventually ran out with 93 unfinished. His opponent's best breaks were 35, 23, and 22. The performance of the boy is all the more creditable, for he is but sixteen years of age. He is a slight-built youth with a pleasant personality, and his father says that when the boy is not playing billiards he likes to be playing marbles, or join in other boyish games. Master Gray carries a very beautiful gold watch, which was presented to him by Mr A. R. Scifield, amateur champion of Australia, when the latter was beaten in a game of 500 up by the youngster, who is surely a wonder-child in the world of billiards. [10,753,137,998]
paragraph: Woolston Plate (weight for age), 6 furlongs—Tessera, Truthful, Trent, Prooton, Los Angeles, Thyrsus, Heirloom, Amokura, Pretty Nell and Red King. [838,892,972,927]
section-rule [169,1232,246,1233]
paragraph: The Turkish Ministers are abolishing sinecures, suppressing advantages to foreign newspapers, and reducing the pay of the higher officials, which is more than that of the Ministers of any other State. [418,126,552,169]
headline: WAIRARAPA JUNIORS v. WELLINGTON JUNIORS. [989,740,1093,760]
paragraph: The Chairman explained that the increase was due to the fact that the annual meeting this year was held fully two months earlier than on previous occasions, the alterations being made in conformance with the amended rules of the Provincial Association. [698,618,832,669]
paragraph: From an indifferent piano you can only expect indifferent music. From the most brilliant musician requires a good instrument, otherwise his efforts are at best only second rate—the mere delivery of expression and fails in tone. A good piano is not necessarily an expensive one—the Cottage piano of to-day is far better than the grand of yesterday. We have pianos which are moderate in price, exquisite in tone, handsome in appearance, and of remarkable durability. These cost from thirty-eight to fifty-five guineas, and represent the highest development in piano construction. They are made by skilful workmen, from dependable materials, and are instruments which cannot fail to give the utmost satisfaction and pleasure. We shall be pleased to show these pianos to intending purchasers. Don't forget our easy time payment system. The Dresden Piano Company, Ltd., Wellington. North Island Manager, Mr M. J. Brookes, Local Representative, T. H. Hunter. [558,1081,692,1267]
paragraph: Many of the American newspapers refer to the disappearance of British battleships from the Pacific, and doubt their return even after the probable termination of the Anglo-Japanese Alliance. [558,642,692,684]
headline: BULGARIAN COMMITTEES DISSATISFIED. [427,175,543,195]
subheadline: KING AND KAISER AT KRONBERG. [288,82,402,91]
paragraph: Write to-day, if you are not contemplating a visit to Wellington, for a collection of the Daintiest Spring Creations from 39s, such as the Marlborough, the Trocadero and other styles. Ready-to-wear in the Merry Widow and Miss Hook of Holland shapes from 15s.—VILLIERS, Millinery Specialists, 9 Willis Street, Opposite Grand Hotel. [418,1137,552,1205]
paragraph: The price of butter remains unchanged to-day at 1s 6d per lb retail for pats, but good quality may be had at 1s 5d. The fancy prices have, however, brought a number of poor makes into the market. It appears that Australian buyers in Wellington, who ordinarily would buy lines of several hundred boxes, recently took only little lots of fifty boxes at Wellington rates. [558,730,692,807]
headline: WELLINGTON B v. SOUTH CANTERBURY. [986,575,1096,595]
paragraph: In the last few minutes, play was exciting. Griffiths got over the line for Britain, Gibbs adding the extra points. Before the whistle sounded Britain were penalised, and Kenna kicked a goal. The final score was—Western District, 15 points; Britain, 10 points. [978,465,1104,516]
column-7 [838,30,972,1538]
dateline: DANNEVIRKE, August 12. [444,1009,526,1018]
dateline: Received August 12, 11.20 p.m. [579,621,671,630]
dateline: Received August 13, 12.50 a.m. [719,107,811,116]
paragraph: Woods' Great Peppermint Cure for Coughs and Colds never fails. 1/6 and 2/6. [698,1243,832,1260]
paragraph: The Secretary stated that since the balance sheet had been printed the outstanding subscriptions had been reduced by a further £5. [698,671,832,697]
dateline: GORE, August 12. [738,961,792,970]
section-rule [444,752,526,753]
paragraph: The "Times" estimates the condition of the British wheat crop as 91.1 per cent. of the normal. [418,721,552,746]
column-divider [275,30,276,1538]
column-6 [698,30,832,1538]
subheadline: BRITISH TEAM DEFEATED. [997,344,1085,353]
dateline: LONDON, August 12. [593,631,657,640]
paragraph: Wellington's second representative Rugby team was defeated to-day by South Canterbury by 8 points to 6. South Canterbury's score consisted of a penalty goal kicked by Spillane and a try obtained by Rodrick and converted by Spillane. For Wellington Gardiner obtained and converted a try, and Gardner unsuccessfully fell on the ball scoring a try which was unconverted. [978,617,1104,694]
paragraph: Hams and bacon: Victoria, gold medal. [565,556,676,565]
paragraph: Hunt Club Cup Steeplechase, about 2½ miles—Pilot 12st 6lb, Albury 12st 2lb, Jonella 10st 11lb, Zither 10st 10lb, Valima 10st 9lb, Deerslayer 10st 7lb, Nohana 10st 7lb, Zenda 10st 6lb, Puddle 10st 5lb, Rose Morn and Circus Girl 9st 13lb, Wanganui and Thunderstorm 9st 7lb. [838,507,972,566]
paragraph: Constable Kyle, of Masterton, has sent in his resignation as a member of the Police Force. [10,1023,137,1049]
subheadline: ACTS OF VIOLENCE IN MACEDONIA RECOMMENDED. [425,196,545,214]
paragraph: Beef: Victoria, Queensland, grand prix; New Zealand, gold medal. [558,369,692,387]
page-title: WAIRARAPA AGE THURSDAY, AUGUST 13, 1908 [370,4,744,20]
wire-credit: BY TELEGRAPH—PRESS ASSOCIATION. [856,458,954,465]
section-rule [584,690,666,691]
paragraph: The Fleet Meeting, results to-day were as follow:— [838,91,972,109]
wire-credit: BY TELEGRAPH—PRESS ASSOCIATION. [436,927,534,934]
paragraph: Salt butter: South Australia, gold medal. [565,508,679,517]
headline: A NEW RAILWAY STATION. [708,940,822,950]
subheadline: ART TREASURES STOLEN. [302,593,388,602]
section-rule [444,681,526,682]
section-masthead: CABLE NEWS. [428,32,542,49]
dateline: Received August 12, 8.29 p.m. [997,695,1085,704]
paragraph: For Bronchial Coughs take Woods' Great Peppermint Cure. 1/6 and 2/6. [143,1239,272,1256]
subheadline: INCREASED WAGES ASKED FOR. [291,811,399,820]
paragraph: A cash card may be quickly cured by a giving a chamois bandage dampened with Chamberlain's Pain Balm. A lame back, a pain in the side or chest, should be treated in a similar manner. Pain Balm is also famous for its cures of rheumatism. For sale by all chemists and storekeepers. [418,1296,552,1356]
dateline: CHRISTCHURCH, August 12. [860,469,950,478]
dateline: WELLINGTON, August 12. [1000,771,1082,780]
paragraph: The following awards were made for colonial food and products at the Franco-British Exhibition:— [558,315,692,341]
paragraph: Sperry Steeplechase, about 3 miles—Sol 1, Pipi 2, Cingua 3. Also started—Haotere, Dolores, Creusot, Baltimore. Won by two lengths. Time, 6min 45sec. [838,294,972,328]
dateline: SYDNEY, August 12. [1010,366,1072,375]
paragraph: A Rambler bicycle, found on the Opaki-Mauriceville Road, awaits ownership, and can be obtained from Mr W. James, Rangitumau. [10,120,137,154]
subheadline: A JOURNALIST'S DISCLOSURES. [155,82,260,91]
